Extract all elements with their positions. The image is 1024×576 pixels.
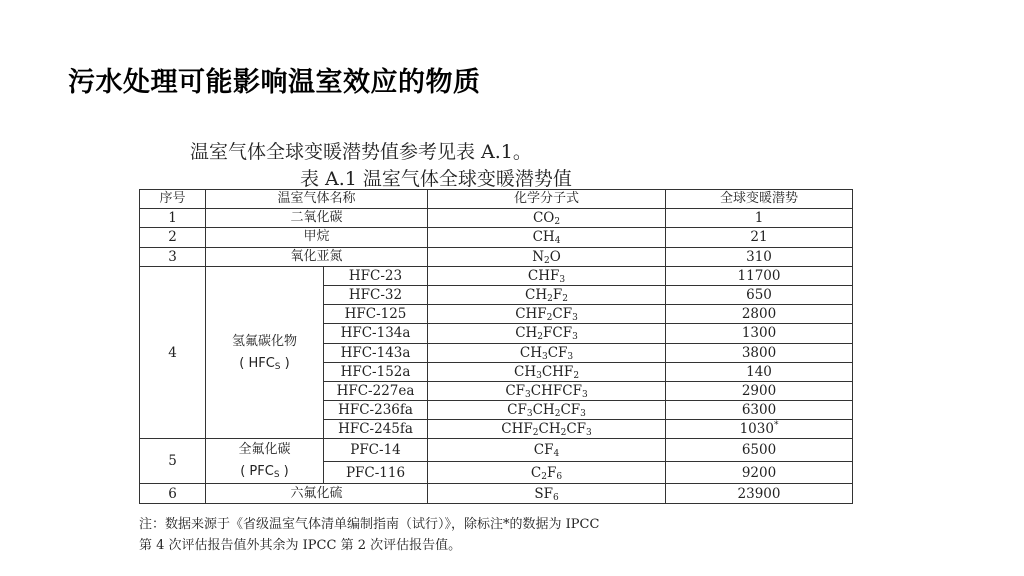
cell-code: HFC-125	[324, 305, 428, 324]
cell-formula: $C_2F_6$	[428, 461, 666, 484]
header-name: 温室气体名称	[206, 190, 428, 209]
header-formula: 化学分子式	[428, 190, 666, 209]
cell-gwp: 23900	[666, 484, 853, 503]
cell-group-name: 全氟化碳 ( $PFC_S$ )	[206, 439, 324, 484]
table-caption: 表 A.1 温室气体全球变暖潜势值	[300, 168, 572, 190]
intro-text: 温室气体全球变暖潜势值参考见表 A.1。	[190, 141, 532, 163]
cell-name: 氧化亚氮	[206, 247, 428, 266]
table-body	[140, 209, 853, 503]
cell-gwp: 310	[666, 247, 853, 266]
cell-no: 1	[140, 209, 206, 228]
cell-code: HFC-227ea	[324, 381, 428, 400]
cell-formula: $CF_3CHFCF_3$	[428, 381, 666, 400]
cell-formula: $CHF_3$	[428, 266, 666, 285]
cell-name: 二氧化碳	[206, 209, 428, 228]
cell-group-name: 氢氟碳化物 ( $HFC_S$ )	[206, 266, 324, 439]
table-row	[140, 484, 853, 503]
cell-gwp: 9200	[666, 461, 853, 484]
header-gwp: 全球变暖潜势	[666, 190, 853, 209]
cell-formula: $CF_4$	[428, 439, 666, 462]
cell-no: 3	[140, 247, 206, 266]
cell-gwp: 6500	[666, 439, 853, 462]
cell-gwp: 650	[666, 285, 853, 304]
table-row	[140, 439, 853, 462]
note-line-1: 注：数据来源于《省级温室气体清单编制指南（试行）》，除标注*的数据为 IPCC	[139, 517, 600, 532]
table-row	[140, 228, 853, 247]
cell-gwp: 1030*	[666, 420, 853, 439]
cell-code: HFC-143a	[324, 343, 428, 362]
cell-code: HFC-134a	[324, 324, 428, 343]
table-row	[140, 247, 853, 266]
cell-gwp: 2800	[666, 305, 853, 324]
cell-gwp: 1	[666, 209, 853, 228]
cell-code: HFC-23	[324, 266, 428, 285]
cell-gwp: 6300	[666, 401, 853, 420]
cell-no: 5	[140, 439, 206, 484]
table-note	[139, 514, 859, 556]
cell-code: HFC-236fa	[324, 401, 428, 420]
cell-code: HFC-245fa	[324, 420, 428, 439]
cell-gwp: 140	[666, 362, 853, 381]
gwp-table-container	[139, 189, 852, 504]
header-no: 序号	[140, 190, 206, 209]
cell-code: PFC-14	[324, 439, 428, 462]
cell-name: 甲烷	[206, 228, 428, 247]
cell-formula: $CO_2$	[428, 209, 666, 228]
table-row	[140, 209, 853, 228]
gwp-table	[139, 189, 853, 504]
cell-formula: $CH_3CHF_2$	[428, 362, 666, 381]
note-line-2: 第 4 次评估报告值外其余为 IPCC 第 2 次评估报告值。	[139, 538, 462, 553]
cell-formula: $CH_2FCF_3$	[428, 324, 666, 343]
cell-gwp: 1300	[666, 324, 853, 343]
cell-gwp: 2900	[666, 381, 853, 400]
cell-code: HFC-32	[324, 285, 428, 304]
cell-no: 6	[140, 484, 206, 503]
cell-code: HFC-152a	[324, 362, 428, 381]
cell-no: 4	[140, 266, 206, 439]
cell-formula: $CH_3CF_3$	[428, 343, 666, 362]
cell-formula: $CH_2F_2$	[428, 285, 666, 304]
cell-gwp: 11700	[666, 266, 853, 285]
cell-formula: $CH_4$	[428, 228, 666, 247]
cell-code: PFC-116	[324, 461, 428, 484]
cell-no: 2	[140, 228, 206, 247]
cell-gwp: 21	[666, 228, 853, 247]
cell-name: 六氟化硫	[206, 484, 428, 503]
table-row	[140, 266, 853, 285]
cell-formula: $SF_6$	[428, 484, 666, 503]
cell-formula: $CHF_2CH_2CF_3$	[428, 420, 666, 439]
cell-formula: $N_2O$	[428, 247, 666, 266]
table-header-row	[140, 190, 853, 209]
cell-gwp: 3800	[666, 343, 853, 362]
cell-formula: $CHF_2CF_3$	[428, 305, 666, 324]
cell-formula: $CF_3CH_2CF_3$	[428, 401, 666, 420]
slide-title: 污水处理可能影响温室效应的物质	[68, 67, 481, 98]
